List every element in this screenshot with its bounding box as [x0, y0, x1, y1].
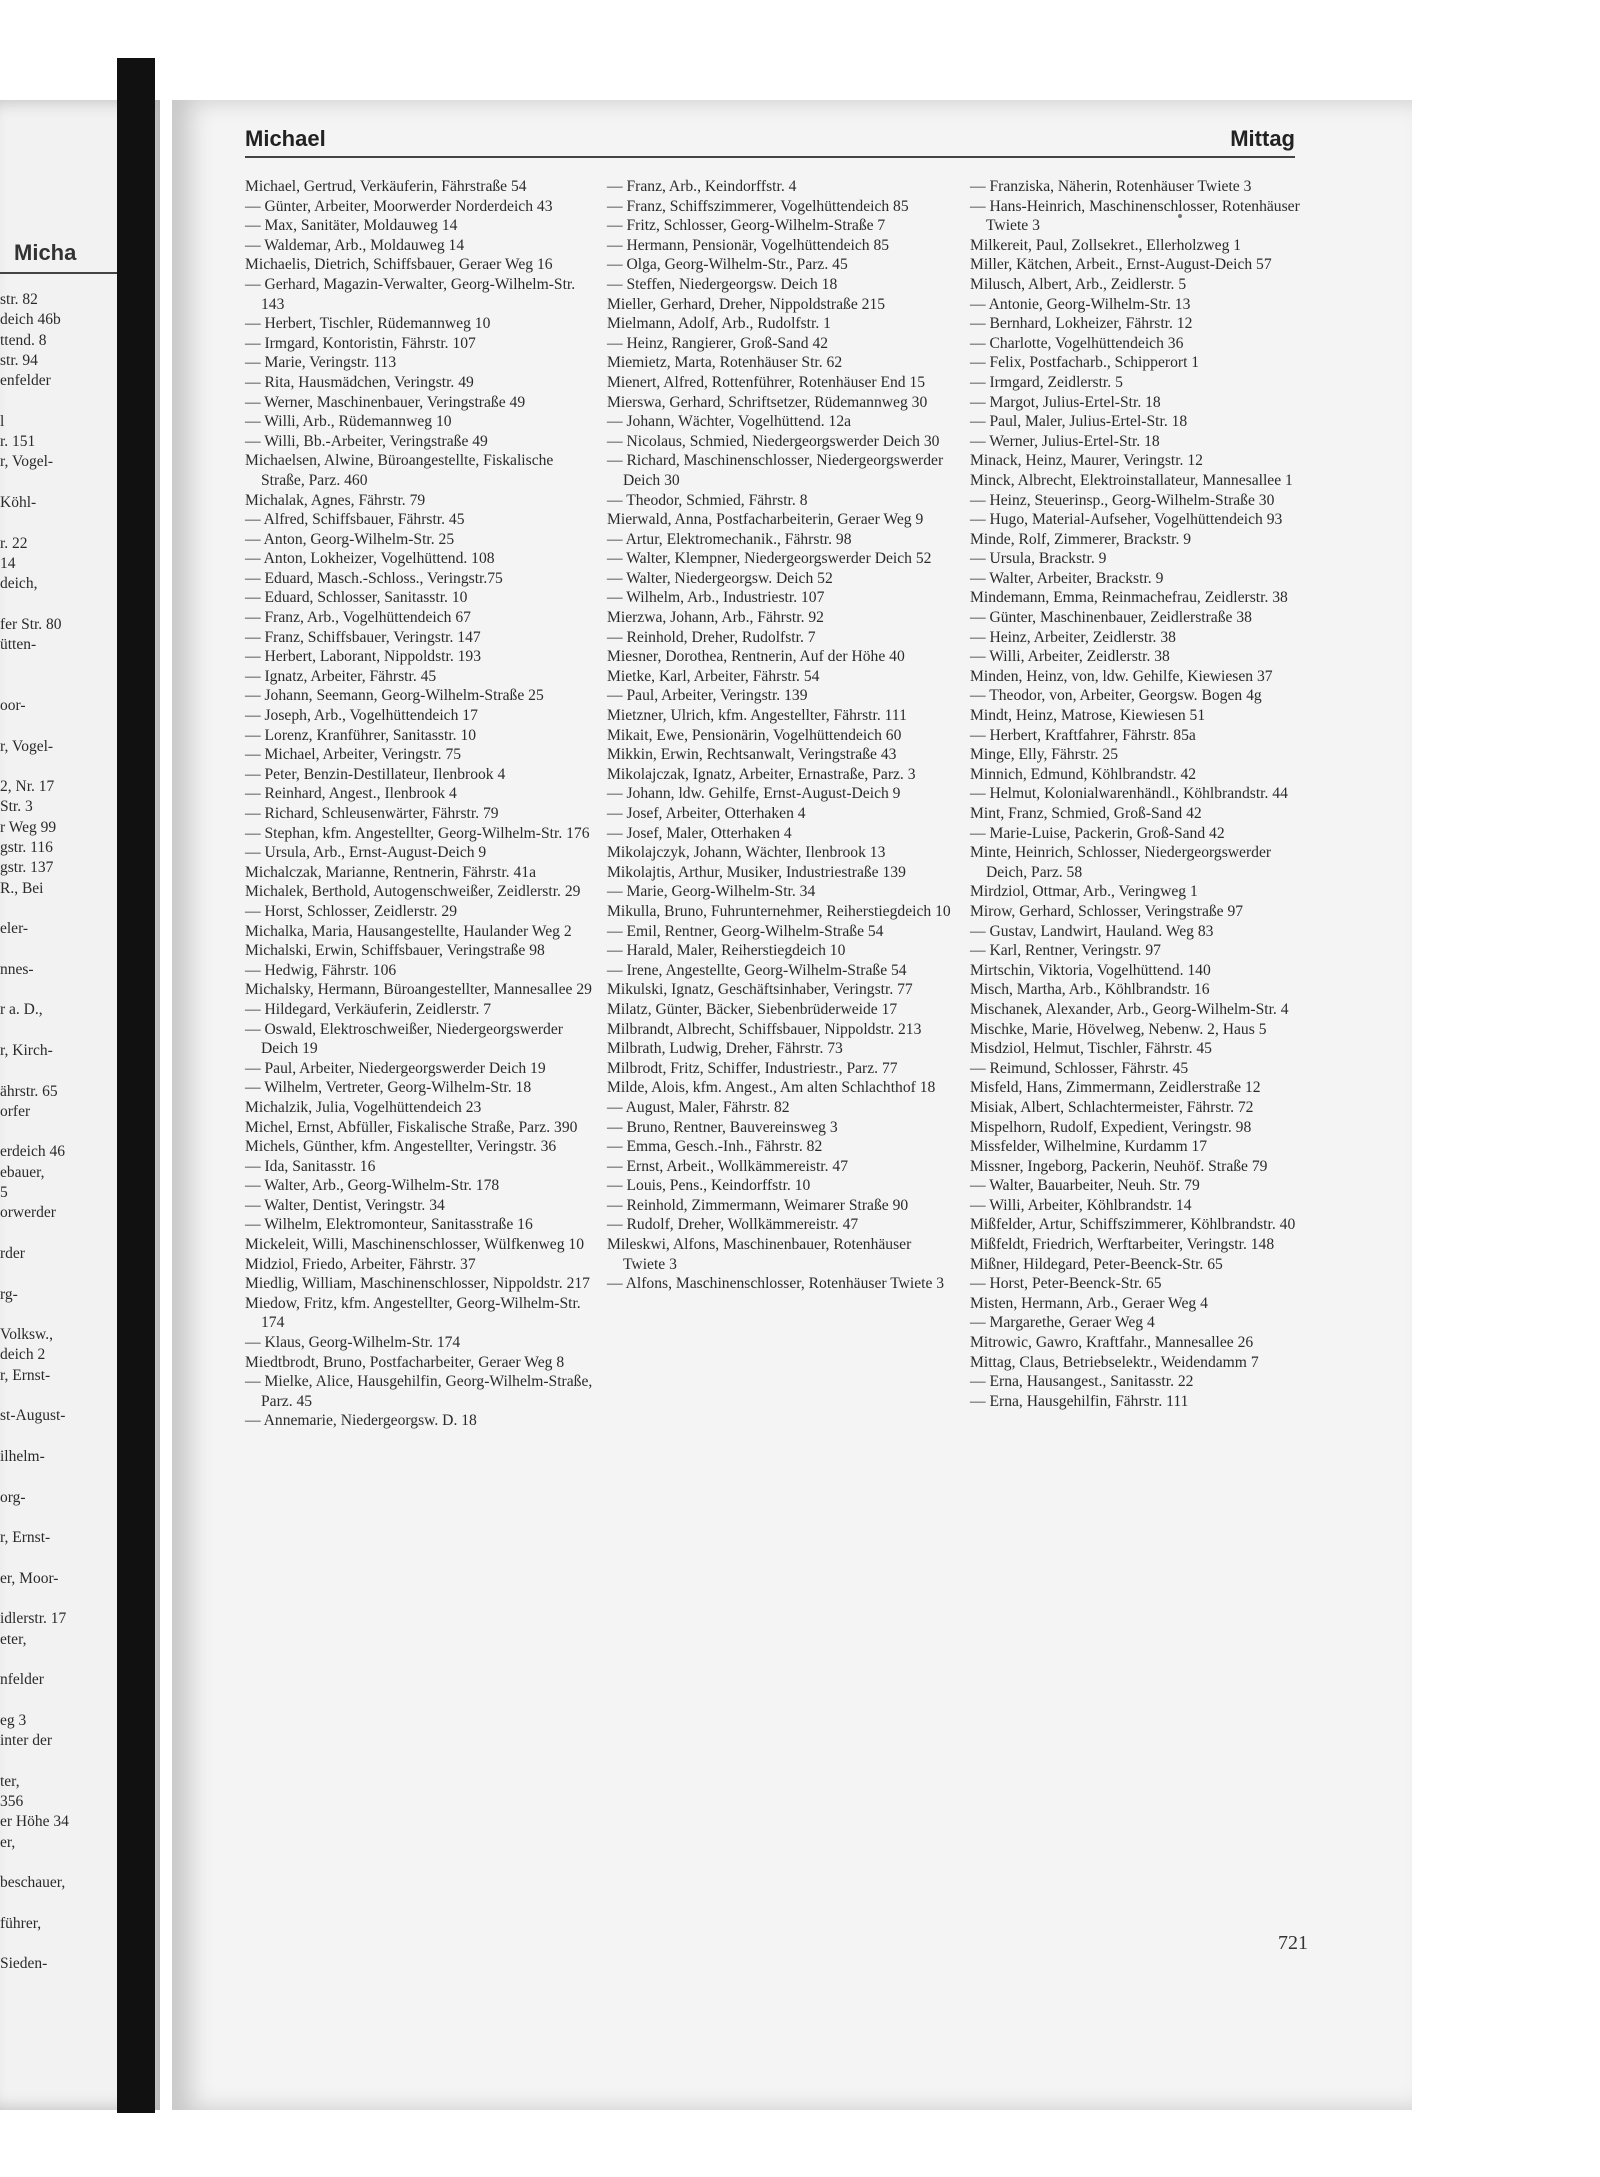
directory-entry: — Felix, Postfacharb., Schipperort 1 [970, 354, 1200, 372]
directory-entry: — Marie-Luise, Packerin, Groß-Sand 42 [970, 824, 1225, 842]
directory-entry: — Emma, Gesch.-Inh., Fährstr. 82 [607, 1138, 823, 1156]
directory-entry: Misiak, Albert, Schlachtermeister, Fährstr. 72 [970, 1098, 1254, 1116]
facing-page-line: führer, [0, 1914, 42, 1932]
directory-entry: Mikulla, Bruno, Fuhrunternehmer, Reiherstiegdeich 10 [607, 902, 951, 920]
directory-entry: — Annemarie, Niedergeorgsw. D. 18 [245, 1412, 477, 1430]
directory-entry: Michalak, Agnes, Fährstr. 79 [245, 491, 426, 509]
directory-entry: — Hugo, Material-Aufseher, Vogelhüttendeich 93 [970, 511, 1283, 529]
directory-entry: — Franz, Arb., Vogelhüttendeich 67 [245, 609, 471, 627]
directory-entry: Mietzner, Ulrich, kfm. Angestellter, Fährstr. 111 [607, 707, 907, 725]
facing-page-line: l [0, 412, 5, 430]
directory-entry: — Olga, Georg-Wilhelm-Str., Parz. 45 [607, 256, 848, 274]
running-head-left: Michael [245, 126, 326, 151]
directory-entry: Miedow, Fritz, kfm. Angestellter, Georg-Wilhelm-Str. 174 [245, 1294, 581, 1332]
directory-entry: — Johann, Seemann, Georg-Wilhelm-Straße 25 [245, 687, 544, 705]
directory-entry: — Rita, Hausmädchen, Veringstr. 49 [245, 373, 474, 391]
directory-entry: — Reinhold, Dreher, Rudolfstr. 7 [607, 628, 816, 646]
directory-entry: — Eduard, Schlosser, Sanitasstr. 10 [245, 589, 468, 607]
directory-entry: Misch, Martha, Arb., Köhlbrandstr. 16 [970, 981, 1210, 999]
directory-entry: — Heinz, Arbeiter, Zeidlerstr. 38 [970, 628, 1176, 646]
entries-column-1 [245, 177, 595, 1431]
directory-entry: — Max, Sanitäter, Moldauweg 14 [245, 217, 458, 235]
directory-entry: Mierwald, Anna, Postfacharbeiterin, Geraer Weg 9 [607, 511, 924, 529]
directory-entry: Minack, Heinz, Maurer, Veringstr. 12 [970, 452, 1203, 470]
directory-entry: — Wilhelm, Elektromonteur, Sanitasstraße 16 [245, 1216, 533, 1234]
facing-page-line: erdeich 46 [0, 1143, 65, 1161]
directory-entry: Mieller, Gerhard, Dreher, Nippoldstraße 215 [607, 295, 886, 313]
directory-entry: — Werner, Maschinenbauer, Veringstraße 49 [245, 393, 526, 411]
facing-page-line: nfelder [0, 1671, 44, 1689]
facing-page-line: gstr. 116 [0, 839, 53, 857]
facing-page-line: r, Vogel- [0, 453, 54, 471]
directory-entry: — Franz, Arb., Keindorffstr. 4 [607, 178, 797, 195]
directory-entry: Mint, Franz, Schmied, Groß-Sand 42 [970, 805, 1202, 822]
directory-entry: Mißfelder, Artur, Schiffszimmerer, Köhlbrandstr. 40 [970, 1216, 1296, 1234]
directory-entry: — Bernhard, Lokheizer, Fährstr. 12 [970, 315, 1193, 333]
directory-entry: — Marie, Georg-Wilhelm-Str. 34 [607, 883, 816, 901]
directory-entry: — Fritz, Schlosser, Georg-Wilhelm-Straße 7 [607, 217, 886, 235]
facing-page-header: Micha [14, 240, 77, 265]
facing-page-line: nnes- [0, 960, 34, 978]
directory-entry: — Richard, Maschinenschlosser, Niedergeorgswerder Deich 30 [607, 452, 944, 489]
directory-entry: Miedtbrodt, Bruno, Postfacharbeiter, Geraer Weg 8 [245, 1353, 565, 1371]
directory-entry: — Margarethe, Geraer Weg 4 [970, 1314, 1155, 1332]
directory-entry: Mirdziol, Ottmar, Arb., Veringweg 1 [970, 883, 1198, 901]
directory-entry: Michels, Günther, kfm. Angestellter, Veringstr. 36 [245, 1138, 557, 1156]
directory-entry: — Hildegard, Verkäuferin, Zeidlerstr. 7 [245, 1000, 492, 1018]
directory-entry: — Wilhelm, Arb., Industriestr. 107 [607, 589, 825, 607]
directory-entry: Mileskwi, Alfons, Maschinenbauer, Rotenhäuser Twiete 3 [607, 1236, 912, 1273]
facing-page-line: Sieden- [0, 1955, 48, 1973]
facing-page-line: orwerder [0, 1204, 56, 1222]
directory-entry: — Walter, Klempner, Niedergeorgswerder Deich 52 [607, 550, 932, 568]
directory-entry: — Willi, Arbeiter, Köhlbrandstr. 14 [970, 1196, 1192, 1214]
facing-page-line: 14 [0, 554, 16, 572]
directory-entry: — Ursula, Brackstr. 9 [970, 550, 1107, 568]
facing-page-line: ttend. 8 [0, 331, 47, 349]
directory-entry: Mierzwa, Johann, Arb., Fährstr. 92 [607, 609, 824, 627]
facing-page-line: orfer [0, 1102, 31, 1120]
entries-column-2 [607, 177, 957, 1294]
facing-page-line: idlerstr. 17 [0, 1610, 67, 1628]
directory-entry: — Josef, Maler, Otterhaken 4 [607, 824, 792, 842]
directory-entry: Mierswa, Gerhard, Schriftsetzer, Rüdemannweg 30 [607, 393, 928, 411]
facing-page-line: eg 3 [0, 1711, 27, 1729]
directory-entry: — Charlotte, Vogelhüttendeich 36 [970, 334, 1184, 352]
directory-entry: — Alfred, Schiffsbauer, Fährstr. 45 [245, 511, 465, 529]
facing-page-line: r, Ernst- [0, 1529, 51, 1547]
directory-entry: Minge, Elly, Fährstr. 25 [970, 746, 1118, 764]
directory-entry: — Reimund, Schlosser, Fährstr. 45 [970, 1059, 1189, 1077]
directory-entry: Midziol, Friedo, Arbeiter, Fährstr. 37 [245, 1255, 476, 1273]
facing-page-line: er, [0, 1833, 16, 1851]
directory-entry: — Michael, Arbeiter, Veringstr. 75 [245, 746, 462, 764]
directory-entry: — Franziska, Näherin, Rotenhäuser Twiete 3 [970, 178, 1252, 195]
directory-entry: — Gustav, Landwirt, Hauland. Weg 83 [970, 922, 1214, 940]
directory-entry: — Helmut, Kolonialwarenhändl., Köhlbrandstr. 44 [970, 785, 1288, 803]
directory-entry: Mispelhorn, Rudolf, Expedient, Veringstr. 98 [970, 1118, 1252, 1136]
directory-entry: Mitrowic, Gawro, Kraftfahr., Mannesallee 26 [970, 1334, 1254, 1352]
directory-entry: — Antonie, Georg-Wilhelm-Str. 13 [970, 295, 1191, 313]
directory-entry: Michalsky, Hermann, Büroangestellter, Mannesallee 29 [245, 981, 592, 999]
directory-entry: — Willi, Bb.-Arbeiter, Veringstraße 49 [245, 432, 488, 450]
facing-page-line: R., Bei [0, 879, 44, 897]
facing-page-line: st-August- [0, 1407, 66, 1425]
directory-entry: Michalczak, Marianne, Rentnerin, Fährstr. 41a [245, 863, 536, 881]
directory-entry: — Walter, Arbeiter, Brackstr. 9 [970, 569, 1164, 587]
directory-entry: Mielmann, Adolf, Arb., Rudolfstr. 1 [607, 315, 831, 333]
facing-page-line: deich 46b [0, 311, 61, 329]
directory-entry: — Wilhelm, Vertreter, Georg-Wilhelm-Str. 18 [245, 1079, 532, 1097]
directory-entry: Michalzik, Julia, Vogelhüttendeich 23 [245, 1098, 482, 1116]
facing-page-line: ilhelm- [0, 1447, 45, 1465]
facing-page-line: eler- [0, 920, 29, 938]
directory-entry: — Willi, Arb., Rüdemannweg 10 [245, 413, 452, 431]
directory-entry: Mittag, Claus, Betriebselektr., Weidendamm 7 [970, 1353, 1259, 1371]
directory-entry: Mißner, Hildegard, Peter-Beenck-Str. 65 [970, 1255, 1223, 1273]
directory-entry: Milbrath, Ludwig, Dreher, Fährstr. 73 [607, 1040, 843, 1058]
directory-entry: Miller, Kätchen, Arbeit., Ernst-August-Deich 57 [970, 256, 1272, 274]
directory-entry: — Irmgard, Zeidlerstr. 5 [970, 373, 1123, 391]
directory-entry: Michel, Ernst, Abfüller, Fiskalische Straße, Parz. 390 [245, 1118, 578, 1136]
directory-entry: — Rudolf, Dreher, Wollkämmereistr. 47 [607, 1216, 859, 1234]
directory-entry: — Theodor, von, Arbeiter, Georgsw. Bogen 4g [970, 687, 1262, 705]
directory-entry: — Horst, Peter-Beenck-Str. 65 [970, 1275, 1162, 1293]
directory-entry: Minden, Heinz, von, ldw. Gehilfe, Kiewiesen 37 [970, 667, 1273, 685]
facing-page-line: r, Ernst- [0, 1366, 51, 1384]
directory-entry: — Günter, Maschinenbauer, Zeidlerstraße 38 [970, 609, 1252, 627]
facing-page-line: 2, Nr. 17 [0, 778, 55, 796]
directory-entry: — Hans-Heinrich, Maschinenschlosser, Rotenhäuser Twiete 3 [970, 197, 1300, 235]
directory-entry: — Herbert, Kraftfahrer, Fährstr. 85a [970, 726, 1196, 744]
directory-entry: — Louis, Pens., Keindorffstr. 10 [607, 1177, 811, 1195]
directory-entry: — Herbert, Tischler, Rüdemannweg 10 [245, 315, 491, 333]
facing-page-line: gstr. 137 [0, 859, 54, 877]
directory-entry: — Willi, Arbeiter, Zeidlerstr. 38 [970, 648, 1170, 666]
directory-entry: — Lorenz, Kranführer, Sanitasstr. 10 [245, 726, 477, 744]
directory-entry: — Stephan, kfm. Angestellter, Georg-Wilhelm-Str. 176 [245, 824, 590, 842]
directory-entry: Mikkin, Erwin, Rechtsanwalt, Veringstraße 43 [607, 746, 897, 764]
book-binding [117, 58, 155, 2113]
directory-entry: — Steffen, Niedergeorgsw. Deich 18 [607, 275, 838, 293]
directory-entry: — Erna, Hausgehilfin, Fährstr. 111 [970, 1392, 1189, 1410]
directory-entry: Milde, Alois, kfm. Angest., Am alten Schlachthof 18 [607, 1079, 936, 1097]
facing-page-line: 5 [0, 1184, 8, 1202]
directory-entry: Milusch, Albert, Arb., Zeidlerstr. 5 [970, 275, 1187, 293]
directory-entry: — Ursula, Arb., Ernst-August-Deich 9 [245, 844, 487, 862]
directory-entry: — Bruno, Rentner, Bauvereinsweg 3 [607, 1118, 838, 1136]
directory-entry: — Joseph, Arb., Vogelhüttendeich 17 [245, 707, 478, 725]
directory-entry: — Ignatz, Arbeiter, Fährstr. 45 [245, 667, 437, 685]
facing-page-line: ährstr. 65 [0, 1082, 58, 1100]
directory-entry: Misfeld, Hans, Zimmermann, Zeidlerstraße 12 [970, 1079, 1261, 1097]
directory-entry: Mickeleit, Willi, Maschinenschlosser, Wülfkenweg 10 [245, 1236, 584, 1254]
directory-entry: Minnich, Edmund, Köhlbrandstr. 42 [970, 765, 1197, 783]
facing-page-line: 356 [0, 1792, 24, 1810]
directory-entry: — Irene, Angestellte, Georg-Wilhelm-Straße 54 [607, 961, 907, 979]
facing-page-line: er Höhe 34 [0, 1813, 69, 1831]
directory-entry: Mikolajtis, Arthur, Musiker, Industriestraße 139 [607, 863, 906, 881]
facing-page-line: er, Moor- [0, 1569, 59, 1587]
facing-page-line: r. 22 [0, 534, 28, 552]
facing-page-line: eter, [0, 1630, 27, 1648]
directory-entry: — Anton, Georg-Wilhelm-Str. 25 [245, 530, 455, 548]
directory-entry: — Herbert, Laborant, Nippoldstr. 193 [245, 648, 482, 666]
facing-page-line: rder [0, 1244, 25, 1262]
directory-entry: — Artur, Elektromechanik., Fährstr. 98 [607, 530, 852, 548]
directory-entry: — Paul, Arbeiter, Niedergeorgswerder Deich 19 [245, 1059, 546, 1077]
directory-entry: — Franz, Schiffszimmerer, Vogelhüttendeich 85 [607, 197, 909, 215]
directory-entry: Miedlig, William, Maschinenschlosser, Nippoldstr. 217 [245, 1275, 590, 1293]
facing-page-line: Köhl- [0, 493, 37, 511]
directory-entry: Mienert, Alfred, Rottenführer, Rotenhäuser End 15 [607, 373, 926, 391]
directory-entry: Miemietz, Marta, Rotenhäuser Str. 62 [607, 354, 843, 372]
facing-page-line: inter der [0, 1732, 53, 1750]
directory-entry: Mikolajczyk, Johann, Wächter, Ilenbrook 13 [607, 844, 886, 862]
directory-entry: — Reinhard, Angest., Ilenbrook 4 [245, 785, 457, 803]
directory-entry: Misten, Hermann, Arb., Geraer Weg 4 [970, 1294, 1208, 1312]
directory-entry: Missner, Ingeborg, Packerin, Neuhöf. Straße 79 [970, 1157, 1268, 1175]
facing-page-line: r a. D., [0, 1001, 43, 1019]
facing-page-line: ütten- [0, 636, 37, 654]
directory-entry: Mikolajczak, Ignatz, Arbeiter, Ernastraße, Parz. 3 [607, 765, 916, 783]
directory-entry: — Walter, Arb., Georg-Wilhelm-Str. 178 [245, 1177, 500, 1195]
directory-entry: Michaelis, Dietrich, Schiffsbauer, Geraer Weg 16 [245, 256, 553, 274]
directory-entry: — Walter, Dentist, Veringstr. 34 [245, 1196, 445, 1214]
directory-entry: — Hedwig, Fährstr. 106 [245, 961, 397, 979]
directory-entry: Miesner, Dorothea, Rentnerin, Auf der Höhe 40 [607, 648, 905, 666]
directory-entry: — Emil, Rentner, Georg-Wilhelm-Straße 54 [607, 922, 884, 940]
directory-entry: — Paul, Arbeiter, Veringstr. 139 [607, 687, 808, 705]
directory-entry: — Johann, ldw. Gehilfe, Ernst-August-Deich 9 [607, 785, 901, 803]
facing-page-line: org- [0, 1488, 26, 1506]
directory-entry: — Johann, Wächter, Vogelhüttend. 12a [607, 413, 852, 431]
directory-entry: — Oswald, Elektroschweißer, Niedergeorgswerder Deich 19 [245, 1020, 563, 1058]
facing-page-line: rg- [0, 1285, 18, 1303]
directory-entry: — Margot, Julius-Ertel-Str. 18 [970, 393, 1161, 411]
facing-page-line: beschauer, [0, 1874, 66, 1892]
directory-entry: — Waldemar, Arb., Moldauweg 14 [245, 236, 465, 254]
directory-entry: — Erna, Hausangest., Sanitasstr. 22 [970, 1373, 1194, 1391]
facing-page-line: str. 94 [0, 351, 38, 369]
directory-entry: Mirtschin, Viktoria, Vogelhüttend. 140 [970, 961, 1211, 979]
directory-entry: — Heinz, Steuerinsp., Georg-Wilhelm-Straße 30 [970, 491, 1275, 509]
header-rule [245, 156, 1295, 158]
directory-entry: — Richard, Schleusenwärter, Fährstr. 79 [245, 805, 499, 822]
directory-entry: — Werner, Julius-Ertel-Str. 18 [970, 432, 1160, 450]
facing-page-line: r. 151 [0, 433, 36, 451]
directory-entry: — Josef, Arbeiter, Otterhaken 4 [607, 805, 806, 822]
directory-entry: Mikulski, Ignatz, Geschäftsinhaber, Veringstr. 77 [607, 981, 913, 999]
directory-entry: — Nicolaus, Schmied, Niedergeorgswerder Deich 30 [607, 432, 940, 450]
directory-entry: — Paul, Maler, Julius-Ertel-Str. 18 [970, 413, 1188, 431]
directory-entry: Michalek, Berthold, Autogenschweißer, Zeidlerstr. 29 [245, 883, 581, 901]
directory-entry: — Reinhold, Zimmermann, Weimarer Straße 90 [607, 1196, 909, 1214]
page-number: 721 [1278, 1932, 1308, 1954]
directory-entry: — Günter, Arbeiter, Moorwerder Norderdeich 43 [245, 197, 553, 215]
directory-entry: Misdziol, Helmut, Tischler, Fährstr. 45 [970, 1040, 1212, 1058]
directory-entry: — Walter, Bauarbeiter, Neuh. Str. 79 [970, 1177, 1200, 1195]
directory-entry: Milatz, Günter, Bäcker, Siebenbrüderweide 17 [607, 1000, 898, 1018]
directory-entry: Minte, Heinrich, Schlosser, Niedergeorgswerder Deich, Parz. 58 [970, 844, 1272, 881]
directory-entry: Michalka, Maria, Hausangestellte, Haulander Weg 2 [245, 922, 572, 940]
directory-entry: Mißfeldt, Friedrich, Werftarbeiter, Veringstr. 148 [970, 1236, 1275, 1254]
facing-page-line: fer Str. 80 [0, 615, 62, 633]
facing-page-line: deich, [0, 575, 38, 593]
directory-entry: Michaelsen, Alwine, Büroangestellte, Fiskalische Straße, Parz. 460 [245, 452, 554, 489]
directory-entry: — Peter, Benzin-Destillateur, Ilenbrook 4 [245, 765, 506, 783]
directory-entry: Minck, Albrecht, Elektroinstallateur, Mannesallee 1 [970, 471, 1293, 489]
directory-entry: Mindt, Heinz, Matrose, Kiewiesen 51 [970, 707, 1206, 725]
directory-entry: — Heinz, Rangierer, Groß-Sand 42 [607, 334, 829, 352]
facing-page-line: enfelder [0, 372, 51, 390]
directory-entry: — Anton, Lokheizer, Vogelhüttend. 108 [245, 550, 495, 568]
directory-entry: — Theodor, Schmied, Fährstr. 8 [607, 491, 808, 509]
directory-entry: Mischke, Marie, Hövelweg, Nebenw. 2, Haus 5 [970, 1020, 1267, 1038]
entries-column-3 [970, 177, 1305, 1411]
facing-page-line: deich 2 [0, 1346, 46, 1364]
directory-entry: — Irmgard, Kontoristin, Fährstr. 107 [245, 334, 476, 352]
facing-page-line: ter, [0, 1772, 20, 1790]
directory-entry: — Horst, Schlosser, Zeidlerstr. 29 [245, 902, 458, 920]
facing-page-line: oor- [0, 696, 26, 714]
directory-entry: — Klaus, Georg-Wilhelm-Str. 174 [245, 1334, 461, 1352]
directory-entry: — Hermann, Pensionär, Vogelhüttendeich 85 [607, 236, 890, 254]
directory-entry: Mietke, Karl, Arbeiter, Fährstr. 54 [607, 667, 820, 685]
directory-entry: — Ernst, Arbeit., Wollkämmereistr. 47 [607, 1157, 848, 1175]
facing-page-line: r, Vogel- [0, 737, 54, 755]
facing-page-line: str. 82 [0, 291, 38, 308]
directory-entry: — Franz, Schiffsbauer, Veringstr. 147 [245, 628, 481, 646]
directory-entry: Milkereit, Paul, Zollsekret., Ellerholzweg 1 [970, 236, 1242, 254]
directory-entry: Mischanek, Alexander, Arb., Georg-Wilhelm-Str. 4 [970, 1000, 1289, 1018]
directory-entry: Milbrandt, Albrecht, Schiffsbauer, Nippoldstr. 213 [607, 1020, 922, 1038]
directory-entry: — Mielke, Alice, Hausgehilfin, Georg-Wilhelm-Straße, Parz. 45 [245, 1373, 593, 1410]
directory-entry: Minde, Rolf, Zimmerer, Brackstr. 9 [970, 530, 1192, 548]
directory-entry: Mikait, Ewe, Pensionärin, Vogelhüttendeich 60 [607, 726, 902, 744]
facing-page-line: Str. 3 [0, 798, 33, 816]
directory-entry: — Alfons, Maschinenschlosser, Rotenhäuser Twiete 3 [607, 1275, 945, 1293]
directory-entry: — Marie, Veringstr. 113 [245, 354, 397, 372]
facing-page-line: ebauer, [0, 1163, 45, 1181]
directory-entry: — Ida, Sanitasstr. 16 [245, 1157, 376, 1175]
directory-entry: Mindemann, Emma, Reinmachefrau, Zeidlerstr. 38 [970, 589, 1288, 607]
directory-entry: — Gerhard, Magazin-Verwalter, Georg-Wilhelm-Str. 143 [245, 275, 576, 313]
directory-entry: — Walter, Niedergeorgsw. Deich 52 [607, 569, 833, 587]
facing-page-line: Volksw., [0, 1326, 53, 1344]
directory-entry: — Harald, Maler, Reiherstiegdeich 10 [607, 942, 846, 960]
facing-page-line: r Weg 99 [0, 818, 57, 836]
directory-entry: — August, Maler, Fährstr. 82 [607, 1098, 790, 1116]
directory-entry: Milbrodt, Fritz, Schiffer, Industriestr., Parz. 77 [607, 1059, 898, 1077]
directory-entry: Michalski, Erwin, Schiffsbauer, Veringstraße 98 [245, 942, 545, 960]
running-head-right: Mittag [1230, 126, 1295, 151]
directory-entry: — Karl, Rentner, Veringstr. 97 [970, 942, 1161, 960]
directory-entry: — Eduard, Masch.-Schloss., Veringstr.75 [245, 569, 503, 587]
directory-entry: Missfelder, Wilhelmine, Kurdamm 17 [970, 1138, 1208, 1156]
directory-entry: Mirow, Gerhard, Schlosser, Veringstraße 97 [970, 902, 1244, 920]
directory-entry: Michael, Gertrud, Verkäuferin, Fährstraße 54 [245, 178, 527, 195]
facing-page-line: r, Kirch- [0, 1041, 53, 1059]
